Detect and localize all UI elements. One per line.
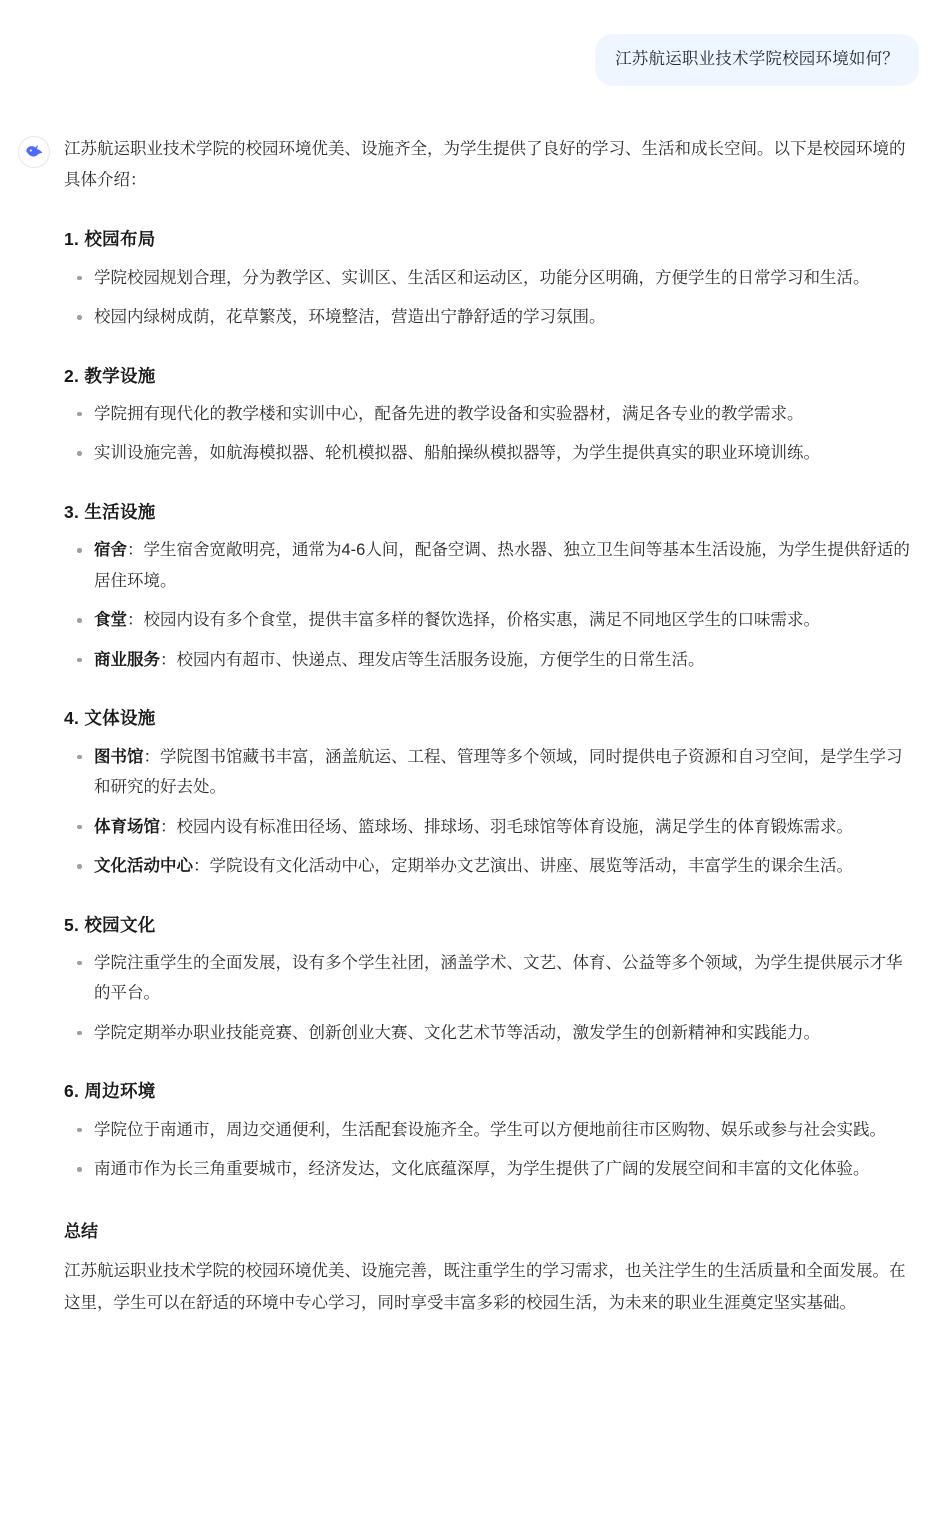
bullet-text: 南通市作为长三角重要城市，经济发达，文化底蕴深厚，为学生提供了广阔的发展空间和丰富的文化体验。 <box>94 1160 870 1179</box>
list-item <box>64 812 913 843</box>
section-bullets-4 <box>64 742 913 882</box>
bullet-text: ：学院图书馆藏书丰富，涵盖航运、工程、管理等多个领域，同时提供电子资源和自习空间，是学生学习和研究的好去处。 <box>94 747 903 797</box>
bullet-text: 学院拥有现代化的教学楼和实训中心，配备先进的教学设备和实验器材，满足各专业的教学需求。 <box>94 404 804 423</box>
section-title-5: 5. 校园文化 <box>64 914 156 935</box>
bullet-text: 学院位于南通市，周边交通便利，生活配套设施齐全。学生可以方便地前往市区购物、娱乐或参与社会实践。 <box>94 1120 886 1139</box>
summary-body: 江苏航运职业技术学院的校园环境优美、设施完善，既注重学生的学习需求，也关注学生的生活质量和全面发展。在这里，学生可以在舒适的环境中专心学习，同时享受丰富多彩的校园生活，为未来的职业生涯奠定坚实基础。 <box>64 1262 906 1312</box>
list-item <box>64 535 913 596</box>
bullet-label: 商业服务 <box>94 650 160 669</box>
whale-logo-icon <box>23 141 45 163</box>
list-item <box>64 263 913 294</box>
bullet-text: ：校园内设有多个食堂，提供丰富多样的餐饮选择，价格实惠，满足不同地区学生的口味需求。 <box>127 611 820 630</box>
assistant-answer <box>64 134 921 1345</box>
list-item <box>64 399 913 430</box>
list-item <box>64 438 913 469</box>
bullet-label: 文化活动中心 <box>94 857 193 876</box>
bullet-text: 实训设施完善，如航海模拟器、轮机模拟器、船舶操纵模拟器等，为学生提供真实的职业环境训练。 <box>94 444 820 463</box>
bullet-text: ：学院设有文化活动中心，定期举办文艺演出、讲座、展览等活动，丰富学生的课余生活。 <box>193 857 853 876</box>
bullet-text: 校园内绿树成荫，花草繁茂，环境整洁，营造出宁静舒适的学习氛围。 <box>94 308 606 327</box>
section-title-4: 4. 文体设施 <box>64 708 156 729</box>
answer-intro: 江苏航运职业技术学院的校园环境优美、设施齐全，为学生提供了良好的学习、生活和成长空间。以下是校园环境的具体介绍： <box>64 139 906 190</box>
section-bullets-6 <box>64 1115 913 1185</box>
assistant-message-row <box>0 86 943 1345</box>
section-title-1: 1. 校园布局 <box>64 229 156 250</box>
bullet-text: ：学生宿舍宽敞明亮，通常为4-6人间，配备空调、热水器、独立卫生间等基本生活设施，为学生提供舒适的居住环境。 <box>94 541 910 590</box>
list-item <box>64 605 913 636</box>
section-bullets-3 <box>64 535 913 675</box>
list-item <box>64 645 913 676</box>
bullet-text: 学院校园规划合理，分为教学区、实训区、生活区和运动区，功能分区明确，方便学生的日常学习和生活。 <box>94 268 870 287</box>
section-bullets-2 <box>64 399 913 469</box>
section-title-6: 6. 周边环境 <box>64 1081 156 1102</box>
bullet-label: 图书馆 <box>94 747 144 766</box>
bullet-text: 学院注重学生的全面发展，设有多个学生社团，涵盖学术、文艺、体育、公益等多个领域，为学生提供展示才华的平台。 <box>94 953 903 1003</box>
bullet-text: ：校园内设有标准田径场、篮球场、排球场、羽毛球馆等体育设施，满足学生的体育锻炼需求。 <box>160 817 853 836</box>
bullet-text: 学院定期举办职业技能竞赛、创新创业大赛、文化艺术节等活动，激发学生的创新精神和实践能力。 <box>94 1023 820 1042</box>
list-item <box>64 742 913 803</box>
bullet-text: ：校园内有超市、快递点、理发店等生活服务设施，方便学生的日常生活。 <box>160 650 705 669</box>
list-item <box>64 851 913 882</box>
list-item <box>64 1018 913 1049</box>
list-item <box>64 948 913 1009</box>
summary-title: 总结 <box>64 1221 98 1241</box>
bullet-label: 体育场馆 <box>94 817 160 836</box>
user-message-bubble[interactable]: 江苏航运职业技术学院校园环境如何？ <box>595 34 919 86</box>
section-title-2: 2. 教学设施 <box>64 365 156 386</box>
list-item <box>64 1115 913 1146</box>
bottom-spacer <box>64 1319 913 1345</box>
list-item <box>64 302 913 333</box>
assistant-avatar <box>18 136 50 168</box>
bullet-label: 食堂 <box>94 611 127 630</box>
section-bullets-1 <box>64 263 913 333</box>
section-bullets-5 <box>64 948 913 1049</box>
user-message-row <box>0 0 943 86</box>
section-title-3: 3. 生活设施 <box>64 502 156 522</box>
bullet-label: 宿舍 <box>94 541 127 560</box>
list-item <box>64 1154 913 1185</box>
